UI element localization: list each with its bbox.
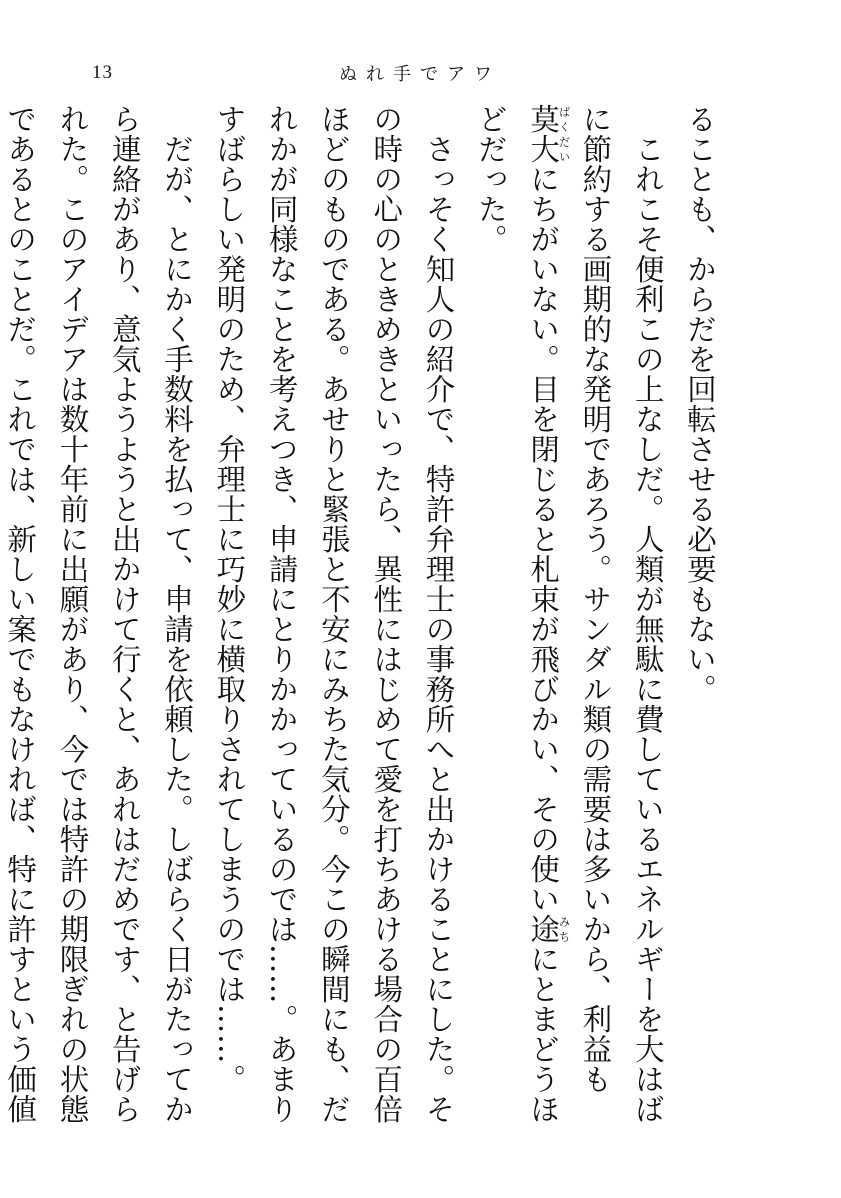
body-text	[3, 104, 726, 1124]
ruby-bakudai-reading: ばくだい	[557, 104, 571, 164]
running-head: ぬれ手でアワ	[339, 64, 501, 85]
ruby-michi	[526, 914, 571, 944]
paragraph-4: だが、とにかく手数料を払って、申請を依頼した。しばらく日がたってから連絡があり、意気ようようと出かけて行くと、あれはだめです、と告げられた。このアイデアは数十年前に出願があり、今では特許の期限ぎれの状態であるとのことだ。これでは、新しい案でもなければ、特に許すという価値	[3, 104, 195, 1124]
ruby-michi-reading: みち	[557, 914, 571, 944]
ruby-michi-base: 途	[526, 914, 561, 944]
paragraph-2-text-b: にちがいない。目を閉じると札束が飛びかい、その使い	[526, 164, 561, 914]
paragraph-1: ることも、からだを回転させる必要もない。	[683, 104, 717, 704]
page-number: 13	[92, 62, 113, 83]
paragraph-2-text-a: これこそ便利この上なしだ。人類が無駄に費しているエネルギーを大はばに節約する画期的な発明であろう。サンダル類の需要は多いから、利益も	[578, 104, 665, 1124]
ruby-bakudai	[526, 104, 571, 164]
paragraph-3: さっそく知人の紹介で、特許弁理士の事務所へと出かけることにした。その時の心のときめきといったら、異性にはじめて愛を打ちあける場合の百倍ほどのものである。あせりと緊張と不安にみちた気分。今この瞬間にも、だれかが同様なことを考えつき、申請にとりかかっているのでは……。あまりすばらしい発明のため、弁理士に巧妙に横取りされてしまうのでは……。	[212, 104, 456, 1124]
paragraph-2	[465, 104, 674, 1124]
paragraph-2-text-c: にとまどうほどだった。	[473, 104, 561, 1124]
ruby-bakudai-base: 莫大	[526, 104, 561, 164]
